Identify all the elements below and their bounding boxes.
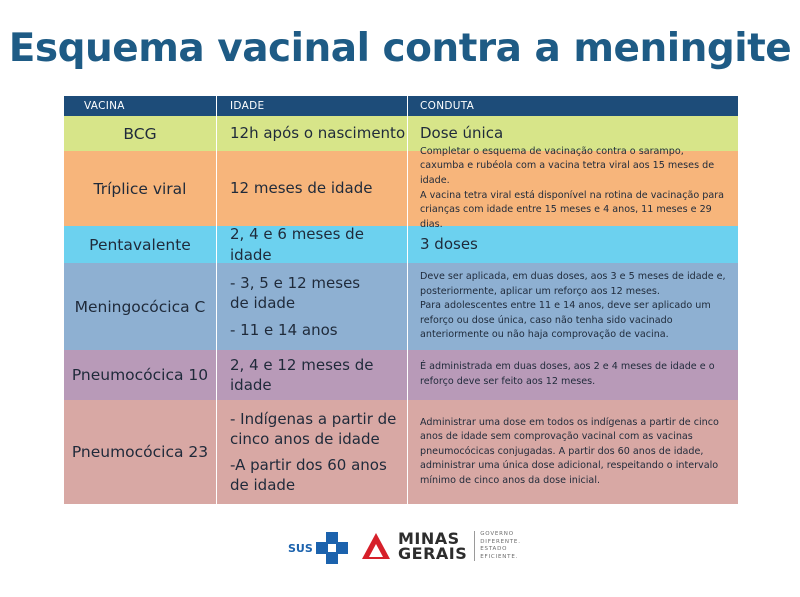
cell-idade: 2, 4 e 12 meses de idade xyxy=(216,350,407,400)
conduta-paragraph: Deve ser aplicada, em duas doses, aos 3 e 5 meses de idade e, posteriormente, aplicar um reforço aos 12 meses. xyxy=(420,271,726,297)
idade-item: - Indígenas a partir de cinco anos de idade xyxy=(230,409,397,448)
table-row xyxy=(64,400,738,504)
cell-conduta: É administrada em duas doses, aos 2 e 4 meses de idade e o reforço deve ser feito aos 12 meses. xyxy=(407,350,738,400)
government-slogan: GOVERNO DIFERENTE. ESTADO EFICIENTE. xyxy=(474,531,521,561)
cell-vacina: Pentavalente xyxy=(89,235,191,254)
conduta-paragraph: A vacina tetra viral está disponível na rotina de vacinação para crianças com idade entre 15 meses e 4 anos, 11 meses e 29 dias. xyxy=(420,189,725,230)
sus-cross-icon xyxy=(316,532,348,564)
header-vacina: VACINA xyxy=(84,100,125,112)
idade-item: - 3, 5 e 12 meses de idade xyxy=(230,274,361,313)
footer-logos xyxy=(0,528,800,568)
header-conduta: CONDUTA xyxy=(407,96,738,116)
vaccine-table xyxy=(64,96,738,504)
cell-idade: 2, 4 e 6 meses de idade xyxy=(216,226,407,263)
cell-vacina: Meningocócica C xyxy=(74,297,206,316)
table-row xyxy=(64,145,738,230)
cell-vacina: Tríplice viral xyxy=(93,179,187,198)
sus-logo xyxy=(288,532,348,564)
idade-item: -A partir dos 60 anos de idade xyxy=(230,456,387,495)
cell-idade: 12 meses de idade xyxy=(216,151,407,226)
header-idade: IDADE xyxy=(216,96,407,116)
cell-idade xyxy=(216,263,407,350)
cell-conduta: 3 doses xyxy=(407,226,738,263)
cell-conduta xyxy=(407,145,738,230)
cell-idade xyxy=(216,400,407,504)
cell-vacina: BCG xyxy=(123,124,157,143)
minas-triangle-icon xyxy=(361,531,391,561)
minas-gerais-logo xyxy=(361,531,521,561)
conduta-paragraph: Para adolescentes entre 11 e 14 anos, deve ser aplicado um reforço ou dose única, caso não tenha sido vacinado anteriormente ou não haja comprovação de vacina. xyxy=(420,300,711,341)
minas-gerais-wordmark: MINAS GERAIS xyxy=(398,529,468,563)
table-header xyxy=(64,96,738,116)
page-title: Esquema vacinal contra a meningite xyxy=(8,26,792,71)
table-row xyxy=(64,350,738,400)
conduta-paragraph: Completar o esquema de vacinação contra o sarampo, caxumba e rubéola com a vacina tetra viral aos 15 meses de idade. xyxy=(420,145,715,186)
table-row xyxy=(64,263,738,350)
cell-vacina: Pneumocócica 10 xyxy=(71,366,209,384)
cell-idade: 12h após o nascimento xyxy=(216,116,407,151)
cell-conduta: Administrar uma dose em todos os indígenas a partir de cinco anos de idade sem comprovação vacinal com as vacinas pneumocócicas conjugadas. A partir dos 60 anos de idade, administrar uma única dose adicional, respeitando o intervalo mínimo de cinco anos da dose inicial. xyxy=(407,400,738,504)
sus-logo-text: SUS xyxy=(288,541,313,555)
table-row xyxy=(64,226,738,263)
cell-conduta xyxy=(407,263,738,350)
idade-item: - 11 e 14 anos xyxy=(230,320,338,339)
cell-conduta: Dose única xyxy=(407,116,738,151)
cell-vacina: Pneumocócica 23 xyxy=(71,443,209,461)
